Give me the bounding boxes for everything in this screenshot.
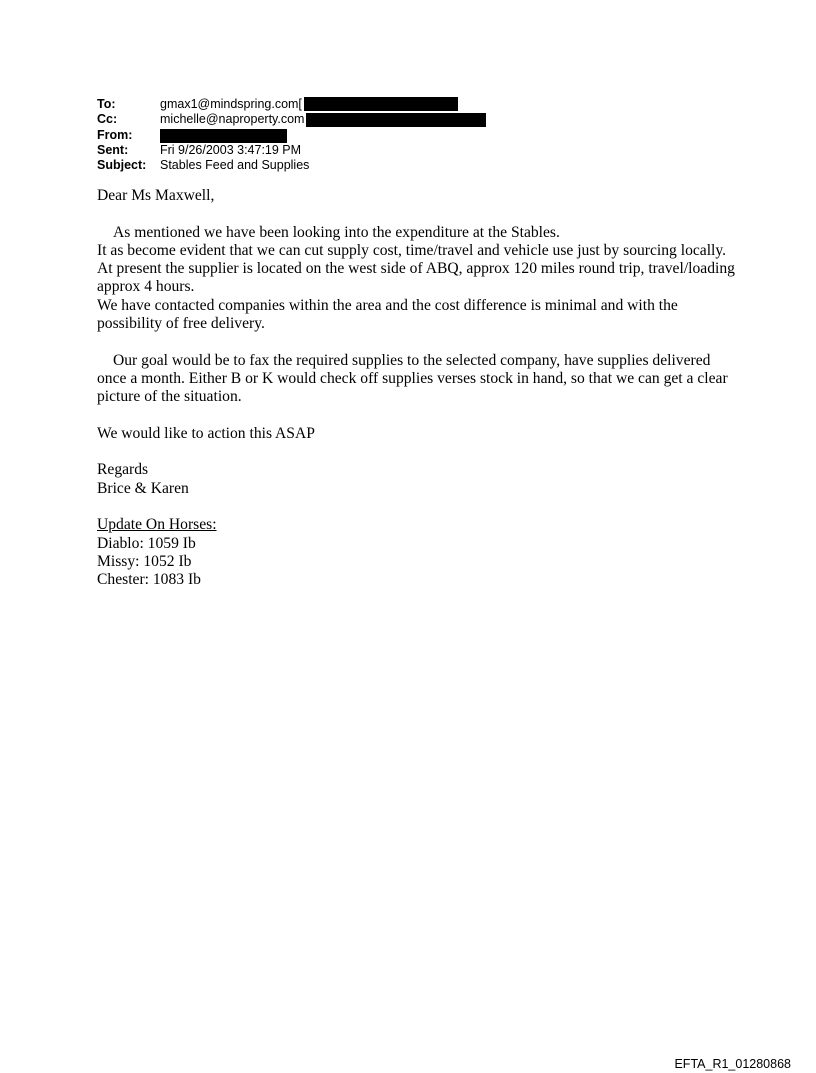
signature: Brice & Karen	[97, 479, 189, 497]
sent-row	[97, 143, 486, 158]
cc-row	[97, 112, 486, 127]
to-row	[97, 97, 486, 112]
paragraph-2: Our goal would be to fax the required supplies to the selected company, have supplies delivered once a month. Either B or K would check off supplies verses stock in hand, so that we can get a clear picture of the situation.	[97, 351, 728, 406]
cc-value: michelle@naproperty.com	[160, 112, 305, 127]
salutation: Dear Ms Maxwell,	[97, 187, 215, 204]
sent-value: Fri 9/26/2003 3:47:19 PM	[160, 142, 302, 157]
sent-label: Sent:	[97, 142, 129, 157]
subject-value: Stables Feed and Supplies	[160, 158, 310, 173]
email-body	[97, 187, 737, 590]
horse-diablo: Diablo: 1059 Ib	[97, 534, 196, 552]
subject-row	[97, 158, 486, 173]
from-row	[97, 128, 486, 143]
cc-label: Cc:	[97, 112, 118, 127]
paragraph-3: We would like to action this ASAP	[97, 424, 315, 442]
subject-label: Subject:	[97, 158, 147, 173]
document-id: EFTA_R1_01280868	[674, 1057, 791, 1071]
update-heading: Update On Horses:	[97, 516, 217, 534]
to-value: gmax1@mindspring.com[	[160, 97, 302, 111]
horse-chester: Chester: 1083 Ib	[97, 571, 201, 589]
paragraph-1-line-3: We have contacted companies within the area and the cost difference is minimal and with the possibility of free delivery.	[97, 296, 678, 333]
to-redaction	[304, 97, 458, 111]
to-label: To:	[97, 97, 116, 111]
from-label: From:	[97, 127, 133, 142]
email-header	[97, 97, 486, 173]
from-redaction	[160, 129, 287, 143]
closing: Regards	[97, 461, 149, 479]
paragraph-1-line-2: It as become evident that we can cut supply cost, time/travel and vehicle use just by sourcing locally. At present the supplier is located on the west side of ABQ, approx 120 miles round trip, travel/loading approx 4 hours.	[97, 241, 735, 296]
paragraph-1-line-1: As mentioned we have been looking into the expenditure at the Stables.	[113, 223, 560, 241]
cc-redaction	[306, 113, 486, 127]
horse-missy: Missy: 1052 Ib	[97, 552, 192, 570]
